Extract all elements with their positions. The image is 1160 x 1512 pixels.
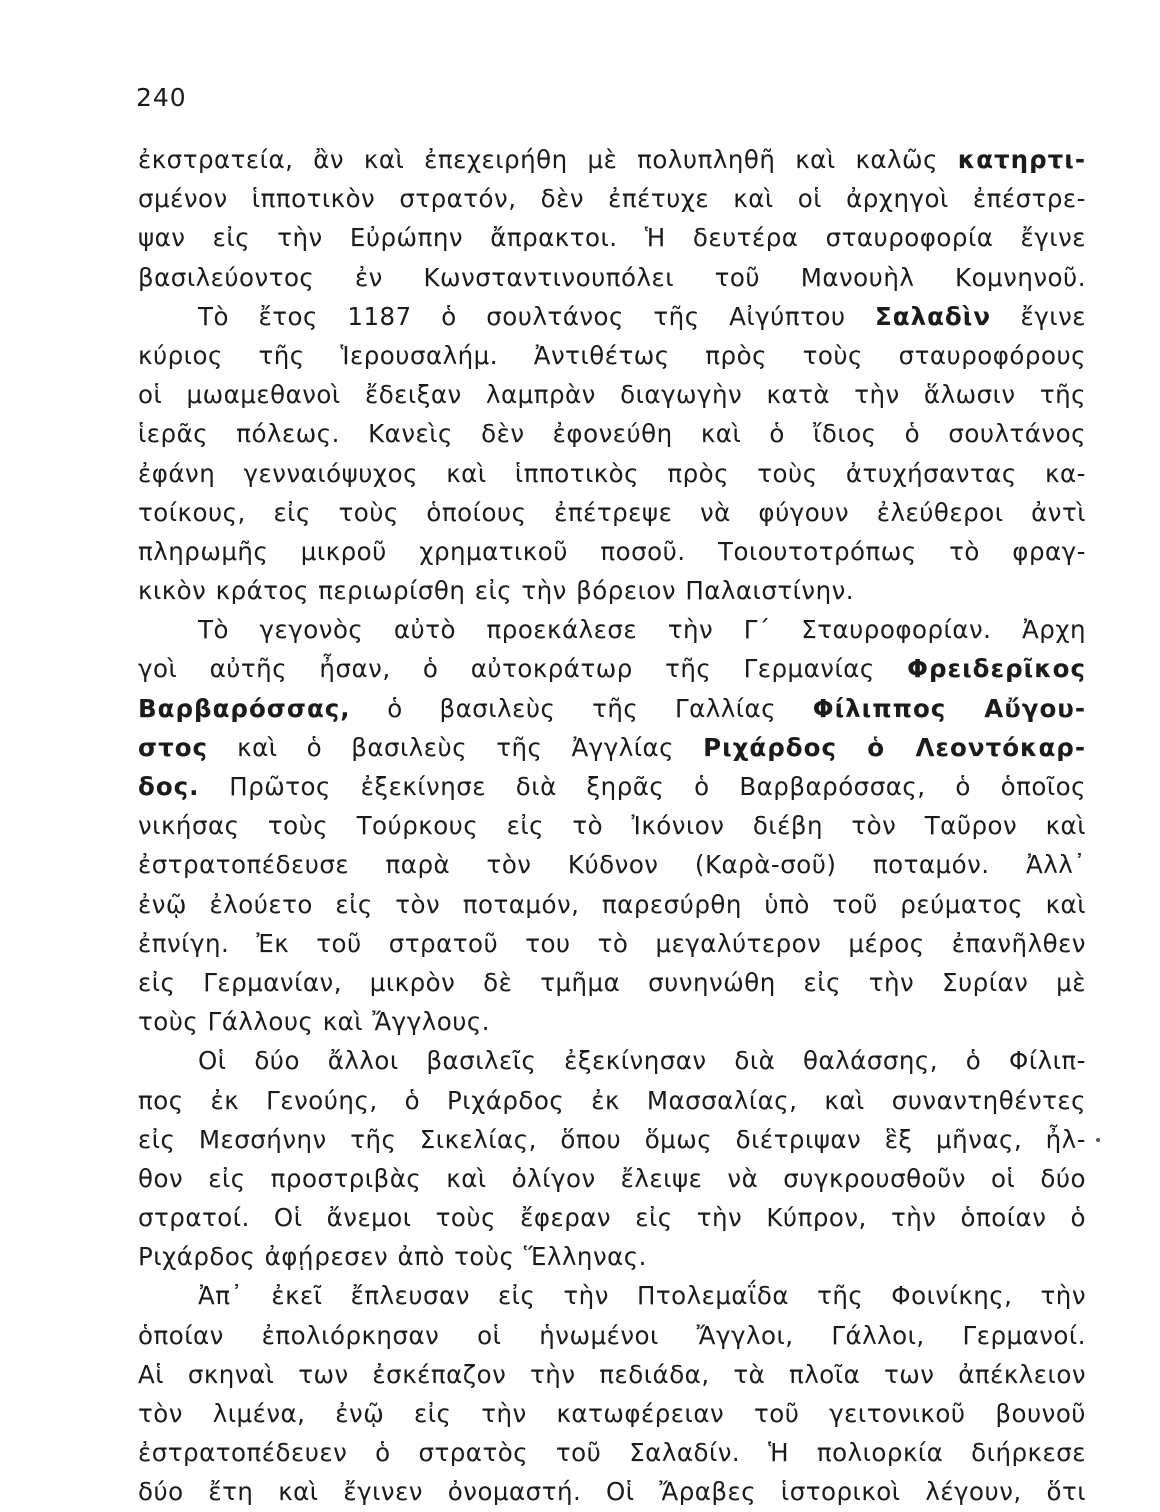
text-line (138, 297, 1086, 336)
text-run: καὶ ὁ βασιλεὺς τῆς Ἀγγλίας (208, 732, 704, 762)
text-run: Ἀπ᾿ ἐκεῖ ἔπλευσαν εἰς τὴν Πτολεμαΐδα τῆς Φοινίκης, τὴν (198, 1281, 1086, 1311)
text-run: Τὸ γεγονὸς αὐτὸ προεκάλεσε τὴν Γ΄ Σταυροφορίαν. Ἀρχη (198, 615, 1086, 645)
text-line (138, 1237, 1086, 1276)
text-run: ἐστρατοπέδευσε παρὰ τὸν Κύδνον (Καρὰ-σοῦ) ποταμόν. Ἀλλ᾿ (138, 850, 1086, 880)
text-line (138, 610, 1086, 649)
bold-name: Βαρβαρόσσας, (138, 693, 351, 723)
bold-name: Φρειδερῖκος (907, 654, 1086, 684)
text-run: τοίκους, εἰς τοὺς ὁποίους ἐπέτρεψε νὰ φύγουν ἐλεύθεροι ἀντὶ (138, 497, 1086, 527)
text-line (138, 845, 1086, 884)
text-line (138, 1472, 1086, 1511)
text-run: ἐκστρατεία, ἂν καὶ ἐπεχειρήθη μὲ πολυπληθῆ καὶ καλῶς (138, 145, 958, 174)
text-line (138, 963, 1086, 1002)
text-line (138, 924, 1086, 963)
text-run: εἰς Μεσσήνην τῆς Σικελίας, ὅπου ὅμως διέτριψαν ἓξ μῆνας, ἦλ- (138, 1124, 1086, 1154)
text-line (138, 258, 1086, 297)
text-run: πος ἐκ Γενούης, ὁ Ριχάρδος ἐκ Μασσαλίας, καὶ συναντηθέντες (138, 1085, 1086, 1115)
text-line (138, 454, 1086, 493)
text-line (138, 689, 1086, 728)
text-line (138, 1120, 1086, 1159)
text-run: ὁποίαν ἐπολιόρκησαν οἱ ἡνωμένοι Ἄγγλοι, Γάλλοι, Γερμανοί. (138, 1320, 1086, 1350)
bold-name: στος (138, 732, 209, 762)
text-line (138, 532, 1086, 571)
page-number: 240 (136, 83, 187, 112)
text-line (138, 767, 1086, 806)
text-run: Τὸ ἔτος 1187 ὁ σουλτάνος τῆς Αἰγύπτου (198, 301, 876, 331)
bold-name: Φίλιππος Αὔγου- (812, 693, 1086, 723)
text-run: πληρωμῆς μικροῦ χρηματικοῦ ποσοῦ. Τοιουτοτρόπως τὸ φραγ- (138, 536, 1086, 566)
text-run: ἐνῷ ἐλούετο εἰς τὸν ποταμόν, παρεσύρθη ὑπὸ τοῦ ρεύματος καὶ (138, 889, 1086, 919)
text-line (138, 728, 1086, 767)
text-run: κύριος τῆς Ἱερουσαλήμ. Ἀντιθέτως πρὸς τοὺς σταυροφόρους (138, 340, 1086, 370)
text-line (138, 1081, 1086, 1120)
text-line (138, 375, 1086, 414)
text-run: ψαν εἰς τὴν Εὐρώπην ἄπρακτοι. Ἡ δευτέρα σταυροφορία ἔγινε (138, 223, 1086, 253)
text-run: Πρῶτος ἐξεκίνησε διὰ ξηρᾶς ὁ Βαρβαρόσσας, ὁ ὁποῖος (199, 772, 1086, 801)
text-line (138, 1355, 1086, 1394)
text-line (138, 571, 1086, 610)
text-line (138, 885, 1086, 924)
text-line (138, 1002, 1086, 1041)
text-run: τοὺς Γάλλους καὶ Ἄγγλους. (138, 1007, 491, 1037)
text-run: θον εἰς προστριβὰς καὶ ὀλίγον ἔλειψε νὰ συγκρουσθοῦν οἱ δύο (138, 1163, 1086, 1193)
text-run: κικὸν κράτος περιωρίσθη εἰς τὴν βόρειον Παλαιστίνην. (138, 576, 855, 606)
bold-name: Σαλαδὶν (875, 301, 992, 331)
text-run: οἱ μωαμεθανοὶ ἔδειξαν λαμπρὰν διαγωγὴν κατὰ τὴν ἅλωσιν τῆς (138, 380, 1086, 410)
text-line (138, 218, 1086, 257)
text-line (138, 1159, 1086, 1198)
bold-name: δος. (138, 772, 200, 801)
bold-name: κατηρτι- (957, 145, 1086, 174)
text-run: ἐστρατοπέδευεν ὁ στρατὸς τοῦ Σαλαδίν. Ἡ πολιορκία διήρκεσε (138, 1438, 1086, 1468)
text-line (138, 649, 1086, 688)
print-speck (1096, 1138, 1100, 1142)
text-line (138, 179, 1086, 218)
text-line (138, 1041, 1086, 1080)
text-run: γοὶ αὐτῆς ἦσαν, ὁ αὐτοκράτωρ τῆς Γερμανίας (138, 654, 908, 684)
bold-name: Ριχάρδος ὁ Λεοντόκαρ- (703, 732, 1086, 762)
text-run: Οἱ δύο ἄλλοι βασιλεῖς ἐξεκίνησαν διὰ θαλάσσης, ὁ Φίλιπ- (198, 1046, 1086, 1076)
text-line (138, 1276, 1086, 1315)
text-run: Αἱ σκηναὶ των ἐσκέπαζον τὴν πεδιάδα, τὰ πλοῖα των ἀπέκλειον (138, 1359, 1086, 1389)
text-run: νικήσας τοὺς Τούρκους εἰς τὸ Ἰκόνιον διέβη τὸν Ταῦρον καὶ (138, 811, 1086, 841)
text-run: βασιλεύοντος ἐν Κωνσταντινουπόλει τοῦ Μανουὴλ Κομνηνοῦ. (138, 262, 1086, 292)
text-run: ἐπνίγη. Ἐκ τοῦ στρατοῦ του τὸ μεγαλύτερον μέρος ἐπανῆλθεν (138, 928, 1086, 958)
text-run: ἱερᾶς πόλεως. Κανεὶς δὲν ἐφονεύθη καὶ ὁ ἴδιος ὁ σουλτάνος (138, 419, 1086, 449)
body-text (138, 140, 1086, 1512)
text-run: ἔγινε (991, 301, 1087, 331)
text-line (138, 1394, 1086, 1433)
text-run: στρατοί. Οἱ ἄνεμοι τοὺς ἔφεραν εἰς τὴν Κύπρον, τὴν ὁποίαν ὁ (138, 1203, 1086, 1233)
text-line (138, 1316, 1086, 1355)
text-run: εἰς Γερμανίαν, μικρὸν δὲ τμῆμα συνηνώθη εἰς τὴν Συρίαν μὲ (138, 967, 1086, 997)
text-line (138, 1433, 1086, 1472)
text-run: ἐφάνη γενναιόψυχος καὶ ἱπποτικὸς πρὸς τοὺς ἀτυχήσαντας κα- (138, 458, 1086, 488)
text-run: Ριχάρδος ἀφῄρεσεν ἀπὸ τοὺς Ἕλληνας. (138, 1242, 647, 1272)
text-line (138, 414, 1086, 453)
text-line (138, 1198, 1086, 1237)
text-line (138, 806, 1086, 845)
text-run: ὁ βασιλεὺς τῆς Γαλλίας (350, 693, 813, 723)
text-line (138, 493, 1086, 532)
text-run: δύο ἔτη καὶ ἔγινεν ὀνομαστή. Οἱ Ἄραβες ἱστορικοὶ λέγουν, ὅτι (138, 1477, 1086, 1507)
text-line (138, 336, 1086, 375)
text-line (138, 140, 1086, 179)
text-run: σμένον ἱπποτικὸν στρατόν, δὲν ἐπέτυχε καὶ οἱ ἀρχηγοὶ ἐπέστρε- (138, 184, 1086, 214)
text-run: τὸν λιμένα, ἐνῷ εἰς τὴν κατωφέρειαν τοῦ γειτονικοῦ βουνοῦ (138, 1399, 1086, 1428)
